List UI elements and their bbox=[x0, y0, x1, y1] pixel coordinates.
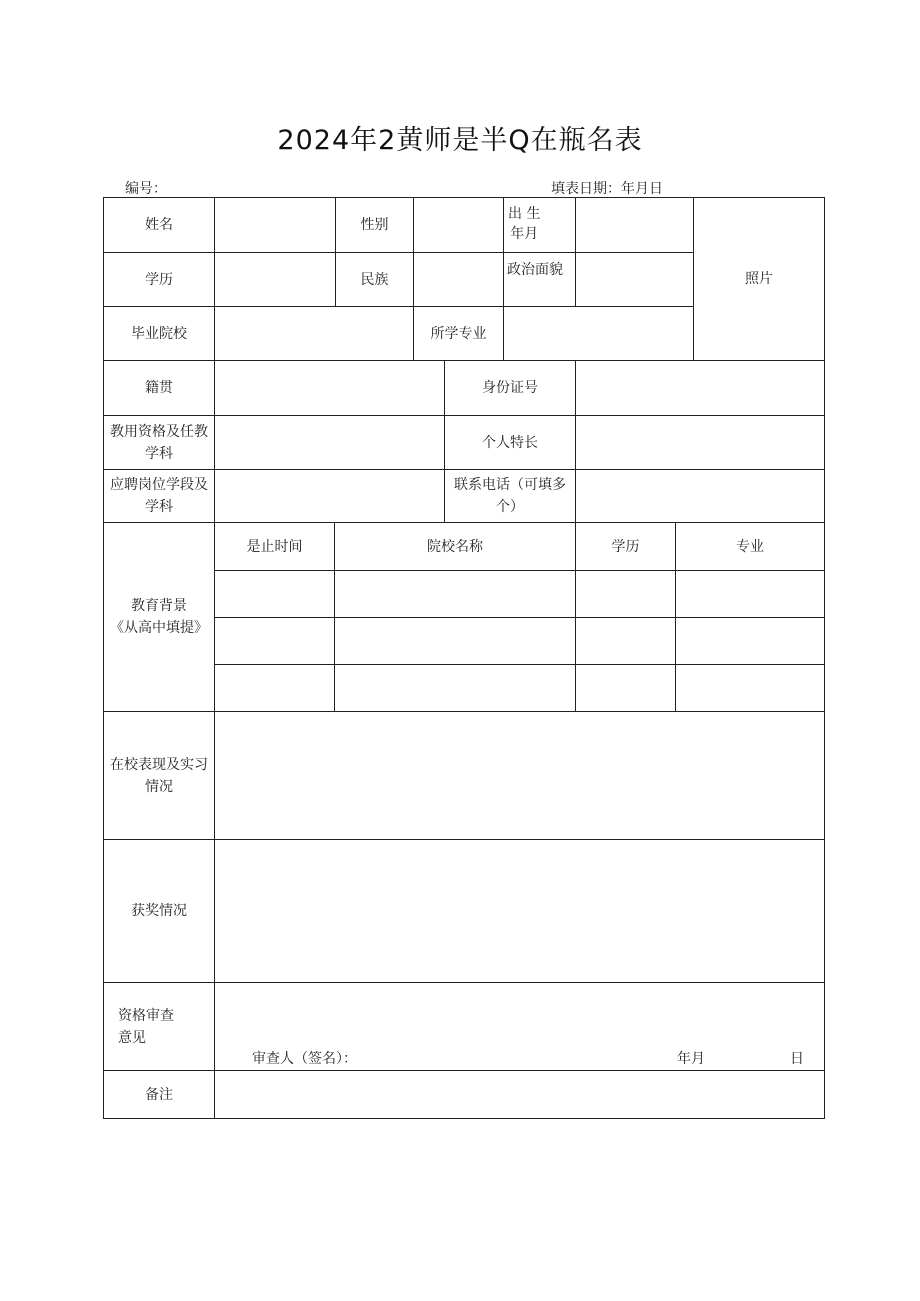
qualification-label: 教用资格及任教 学科 bbox=[110, 423, 208, 462]
ethnicity-label: 民族 bbox=[360, 271, 389, 288]
table-border-right bbox=[824, 197, 825, 1119]
period-column-header: 是止时间 bbox=[246, 538, 303, 555]
review-month-label: 年月 bbox=[677, 1051, 705, 1067]
degree-column-header: 学历 bbox=[611, 538, 640, 555]
remarks-label: 备注 bbox=[145, 1086, 173, 1103]
reviewer-signature-label: 审查人（签名）： bbox=[252, 1051, 357, 1067]
specialty-label: 个人特长 bbox=[482, 434, 538, 451]
row-line bbox=[214, 664, 825, 665]
registration-form-table bbox=[103, 197, 825, 1119]
photo-label: 照片 bbox=[745, 271, 773, 287]
school-label: 毕业院校 bbox=[131, 325, 187, 342]
education-background-label: 教育背景 《从高中填提》 bbox=[110, 598, 208, 636]
education-label: 学历 bbox=[145, 271, 173, 288]
major-column-header: 专业 bbox=[736, 538, 764, 555]
major-label: 所学专业 bbox=[430, 325, 487, 342]
political-status-label: 政治面貌 bbox=[507, 262, 563, 278]
gender-label: 性别 bbox=[360, 217, 389, 233]
native-place-label: 籍贯 bbox=[145, 380, 173, 396]
review-day-label: 日 bbox=[790, 1051, 804, 1067]
page-title: 2024年2黄师是半Q在瓶名表 bbox=[277, 125, 643, 156]
col-line bbox=[575, 360, 576, 522]
position-label: 应聘岗位学段及 学科 bbox=[110, 477, 208, 515]
row-line bbox=[214, 617, 825, 618]
id-number-label: 身份证号 bbox=[482, 380, 538, 396]
performance-label: 在校表现及实习 情况 bbox=[110, 756, 208, 795]
table-border-bottom bbox=[103, 1118, 825, 1119]
number-label: 编号： bbox=[125, 181, 167, 197]
school-name-column-header: 院校名称 bbox=[427, 538, 483, 555]
awards-label: 获奖情况 bbox=[131, 903, 187, 919]
col-line bbox=[214, 197, 215, 1119]
birth-date-label: 出 生 年月 bbox=[508, 206, 541, 242]
review-opinion-label: 资格审查 意见 bbox=[118, 1007, 174, 1046]
fill-date-label: 填表日期：年月日 bbox=[551, 181, 663, 197]
phone-label: 联系电话（可填多 个） bbox=[454, 477, 566, 515]
name-label: 姓名 bbox=[145, 217, 173, 233]
row-line bbox=[214, 570, 825, 571]
col-line bbox=[503, 197, 504, 360]
